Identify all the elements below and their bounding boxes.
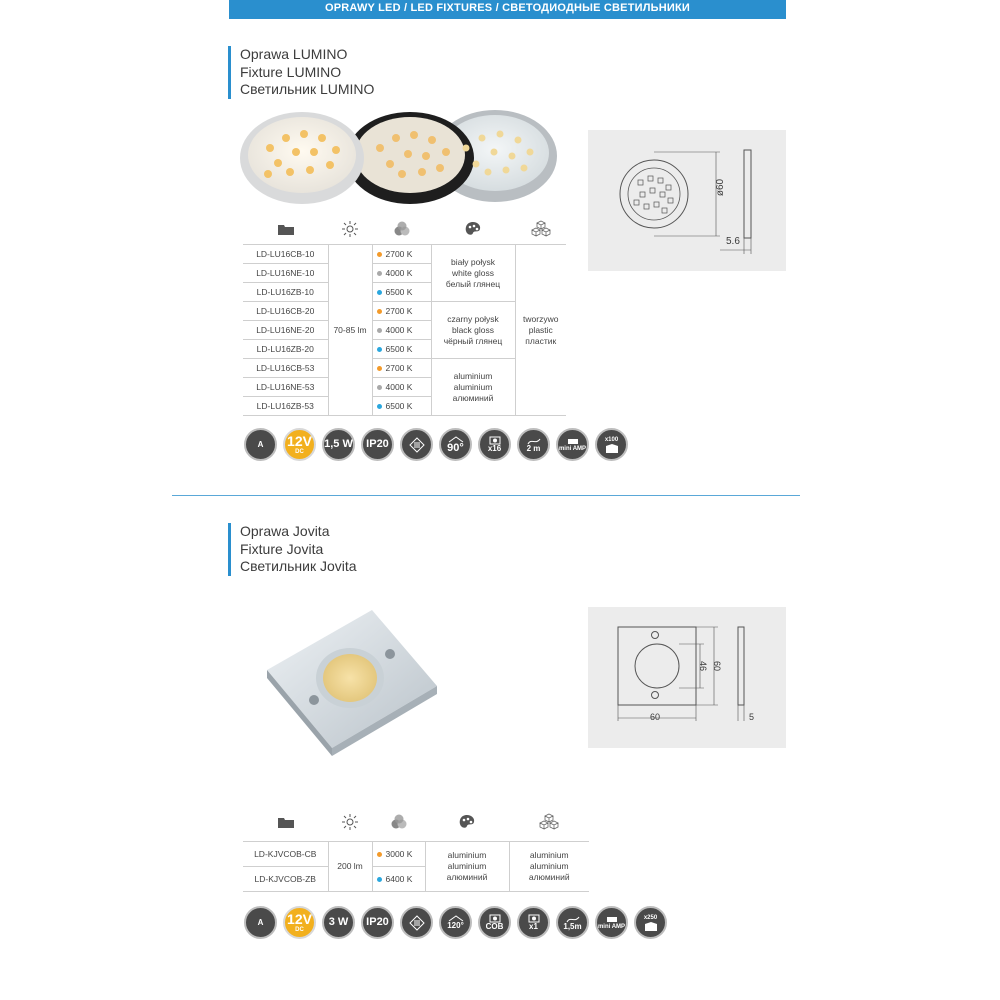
lumino-spec-table — [243, 216, 566, 416]
temp-value: 4000 K — [385, 382, 413, 392]
temp-value: 4000 K — [385, 268, 413, 278]
sun-icon — [328, 806, 372, 841]
neutral-dot-icon — [377, 271, 382, 276]
voltage-sub: DC — [295, 927, 304, 933]
material-cell: tworzywo plastic пластик — [515, 245, 566, 416]
product-code: LD-LU16NE-20 — [243, 321, 328, 340]
energy-class-label: A — [257, 917, 264, 927]
lumino-title-en: Fixture LUMINO — [240, 63, 342, 80]
temp-cell — [372, 841, 425, 866]
voltage-value: 12V — [287, 433, 312, 449]
ip-rating-badge — [361, 428, 394, 461]
warm-dot-icon — [377, 852, 382, 857]
product-code: LD-LU16ZB-53 — [243, 397, 328, 416]
beam-angle-value: 90° — [447, 441, 464, 454]
product-code: LD-LU16CB-10 — [243, 245, 328, 264]
palette-icon — [431, 216, 515, 245]
led-count-badge — [517, 906, 550, 939]
energy-class-icon — [244, 906, 277, 939]
finish-cell: czarny połysk black gloss чёрный глянец — [431, 302, 515, 359]
product-code: LD-LU16ZB-10 — [243, 283, 328, 302]
voltage-value: 12V — [287, 911, 312, 927]
page-banner: OPRAWY LED / LED FIXTURES / СВЕТОДИОДНЫЕ СВЕТИЛЬНИКИ — [229, 0, 786, 19]
temp-value: 6400 K — [385, 873, 413, 884]
voltage-badge — [283, 428, 316, 461]
temp-cell — [372, 321, 431, 340]
temp-cell — [372, 397, 431, 416]
cool-dot-icon — [377, 347, 382, 352]
product-code: LD-LU16CB-53 — [243, 359, 328, 378]
beam-angle-value: 120° — [447, 921, 464, 930]
jovita-dim-height: 60 — [712, 660, 723, 672]
temp-cell — [372, 264, 431, 283]
jovita-spec-table — [243, 806, 589, 892]
table-row — [243, 841, 589, 866]
temp-cell — [372, 378, 431, 397]
lumino-product-photo — [240, 108, 560, 208]
cool-dot-icon — [377, 404, 382, 409]
temp-value: 6500 K — [385, 287, 413, 297]
cable-length-badge — [556, 906, 589, 939]
temp-cell — [372, 340, 431, 359]
power-value: 3 W — [328, 916, 349, 928]
warm-dot-icon — [377, 366, 382, 371]
temp-value: 4000 K — [385, 325, 413, 335]
jovita-technical-drawing — [588, 607, 786, 748]
finish-cell: aluminium aluminium алюминий — [431, 359, 515, 416]
table-row — [243, 245, 566, 264]
connector-value: mini AMP — [597, 924, 626, 930]
ip-value: IP20 — [366, 438, 389, 450]
temp-cell — [372, 302, 431, 321]
jovita-title — [228, 523, 357, 576]
product-code: LD-LU16NE-10 — [243, 264, 328, 283]
temp-cell — [372, 245, 431, 264]
temp-cell — [372, 359, 431, 378]
voltage-badge — [283, 906, 316, 939]
temp-value: 6500 K — [385, 344, 413, 354]
ip-rating-badge — [361, 906, 394, 939]
cable-length-badge — [517, 428, 550, 461]
table-header-row — [243, 216, 566, 245]
material-cubes-icon — [509, 806, 589, 841]
connector-value: mini AMP — [558, 446, 587, 452]
finish-cell: aluminium aluminium алюминий — [425, 841, 509, 891]
energy-class-icon — [244, 428, 277, 461]
temp-value: 2700 K — [385, 363, 413, 373]
jovita-product-photo — [262, 608, 442, 758]
led-type-value: COB — [485, 922, 504, 931]
lumen-value: 70-85 lm — [328, 245, 372, 416]
lumino-title-pl: Oprawa LUMINO — [240, 46, 348, 62]
lumino-dim-diameter: ø60 — [715, 178, 727, 197]
warm-dot-icon — [377, 252, 382, 257]
product-code: LD-KJVCOB-CB — [243, 841, 328, 866]
led-type-badge — [478, 906, 511, 939]
beam-angle-badge — [439, 428, 472, 461]
furniture-mount-icon — [400, 428, 433, 461]
ip-value: IP20 — [366, 916, 389, 928]
cool-dot-icon — [377, 290, 382, 295]
package-qty-badge — [634, 906, 667, 939]
power-value: 1,5 W — [324, 438, 353, 450]
material-cell: aluminium aluminium алюминий — [509, 841, 589, 891]
beam-angle-badge — [439, 906, 472, 939]
furniture-mount-icon — [400, 906, 433, 939]
table-header-row — [243, 806, 589, 841]
finish-cell: biały połysk white gloss белый глянец — [431, 245, 515, 302]
cable-length-value: 1,5m — [563, 921, 582, 931]
connector-badge — [556, 428, 589, 461]
product-code: LD-LU16CB-20 — [243, 302, 328, 321]
jovita-dim-inner: 46 — [698, 660, 709, 672]
voltage-sub: DC — [295, 449, 304, 455]
cool-dot-icon — [377, 877, 382, 882]
palette-icon — [425, 806, 509, 841]
color-temperature-icon — [372, 216, 431, 245]
folder-icon — [243, 216, 328, 245]
led-count-badge — [478, 428, 511, 461]
neutral-dot-icon — [377, 328, 382, 333]
jovita-title-ru: Светильник Jovita — [240, 558, 357, 574]
temp-cell — [372, 866, 425, 891]
temp-cell — [372, 283, 431, 302]
temp-value: 6500 K — [385, 401, 413, 411]
warm-dot-icon — [377, 309, 382, 314]
jovita-dim-width: 60 — [650, 712, 661, 722]
lumen-value: 200 lm — [328, 841, 372, 891]
package-qty-value: x100 — [604, 436, 619, 443]
led-count-value: x1 — [529, 922, 538, 931]
energy-class-label: A — [257, 439, 264, 449]
sun-icon — [328, 216, 372, 245]
lumino-title-ru: Светильник LUMINO — [240, 81, 375, 97]
connector-badge — [595, 906, 628, 939]
power-badge — [322, 906, 355, 939]
neutral-dot-icon — [377, 385, 382, 390]
jovita-title-en: Fixture Jovita — [240, 540, 324, 557]
product-code: LD-LU16NE-53 — [243, 378, 328, 397]
temp-value: 3000 K — [385, 848, 413, 859]
cable-length-value: 2 m — [526, 443, 541, 453]
lumino-dim-height: 5.6 — [726, 236, 740, 247]
material-cubes-icon — [515, 216, 566, 245]
lumino-technical-drawing — [588, 130, 786, 271]
led-count-value: x16 — [487, 444, 502, 453]
lumino-title — [228, 46, 374, 99]
package-qty-value: x250 — [643, 914, 658, 921]
section-divider — [172, 495, 800, 496]
package-qty-badge — [595, 428, 628, 461]
temp-value: 2700 K — [385, 249, 413, 259]
product-code: LD-LU16ZB-20 — [243, 340, 328, 359]
jovita-title-pl: Oprawa Jovita — [240, 523, 330, 539]
folder-icon — [243, 806, 328, 841]
color-temperature-icon — [372, 806, 425, 841]
product-code: LD-KJVCOB-ZB — [243, 866, 328, 891]
power-badge — [322, 428, 355, 461]
temp-value: 2700 K — [385, 306, 413, 316]
jovita-dim-depth: 5 — [749, 712, 755, 722]
